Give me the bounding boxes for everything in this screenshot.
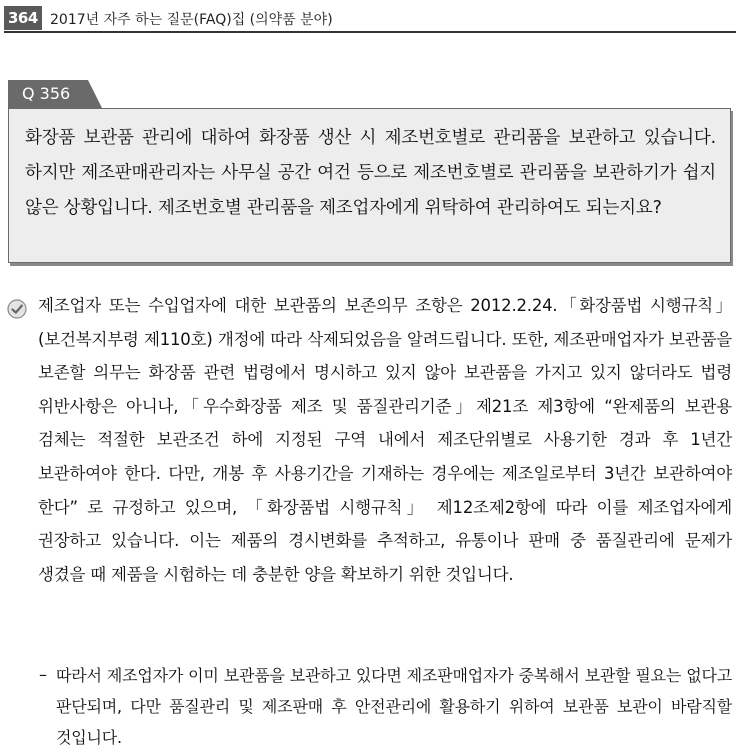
question-label: Q 356	[8, 80, 88, 108]
document-title: 2017년 자주 하는 질문(FAQ)집 (의약품 분야)	[50, 12, 333, 28]
answer-check-icon	[7, 299, 27, 319]
question-text: 화장품 보관품 관리에 대하여 화장품 생산 시 제조번호별로 관리품을 보관하고 있습니다. 하지만 제조판매관리자는 사무실 공간 여건 등으로 제조번호별로 관리품을 보관하기가 쉽지 않은 상황입니다. 제조번호별 관리품을 제조업자에게 위탁하여 관리하여도 되는지요?	[25, 128, 716, 218]
note-marker: –	[39, 665, 47, 684]
question-box	[8, 108, 731, 263]
page-number: 364	[4, 6, 42, 30]
answer-note: 따라서 제조업자가 이미 보관품을 보관하고 있다면 제조판매업자가 중복해서 보관할 필요는 없다고 판단되며, 다만 품질관리 및 제조판매 후 안전관리에 활용하기 위하여 보관품 보관이 바람직할 것입니다.	[56, 666, 732, 747]
page-header	[4, 6, 736, 32]
question-tab-notch	[88, 80, 102, 108]
answer-text: 제조업자 또는 수입업자에 대한 보관품의 보존의무 조항은 2012.2.24.「화장품법 시행규칙」(보건복지부령 제110호) 개정에 따라 삭제되었음을 알려드립니다. 또한, 제조판매업자가 보관품을 보존할 의무는 화장품 관련 법령에서 명시하고 있지 않아 보관품을 가지고 있지 않더라도 법령 위반사항은 아니나,「우수화장품 제조 및 품질관리기준」제21조 제3항에 “완제품의 보관용 검체는 적절한 보관조건 하에 지정된 구역 내에서 제조단위별로 사용기한 경과 후 1년간 보관하여야 한다. 다만, 개봉 후 사용기간을 기재하는 경우에는 제조일로부터 3년간 보관하여야 한다” 로 규정하고 있으며, 「화장품법 시행규칙」 제12조제2항에 따라 이를 제조업자에게 권장하고 있습니다. 이는 제품의 경시변화를 추적하고, 유통이나 판매 중 품질관리에 문제가 생겼을 때 제품을 시험하는 데 충분한 양을 확보하기 위한 것입니다.	[38, 296, 732, 584]
header-divider	[4, 31, 736, 33]
